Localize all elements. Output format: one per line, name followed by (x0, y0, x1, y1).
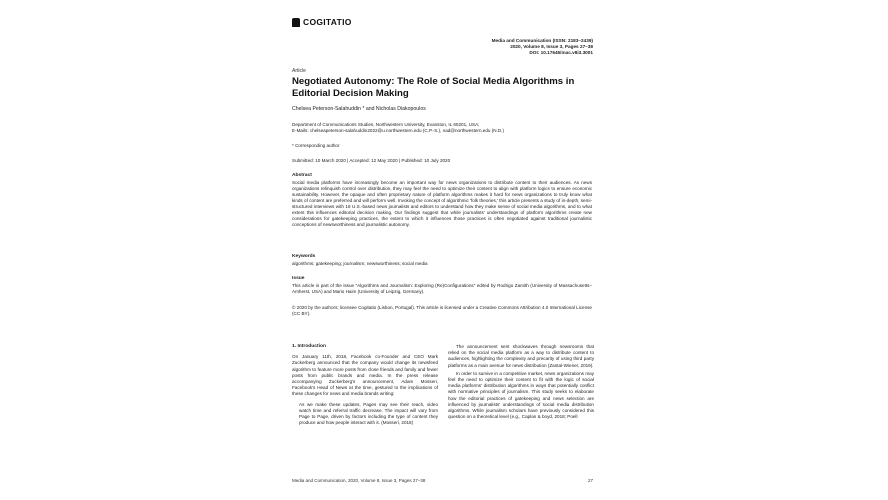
keywords-heading: Keywords (292, 254, 316, 259)
journal-issn: Media and Communication (ISSN: 2183–2439) (491, 38, 593, 43)
page-number: 27 (587, 478, 593, 483)
issue-text: This article is part of the issue "Algorithms and Journalism: Exploring (Re)Configurations" edited by Rodrigo Zamith (University of Massachusetts–Amherst, USA) and Mario Haim (University of Leipzig, Germany). (292, 282, 592, 294)
cogitatio-logo-icon (292, 18, 300, 27)
block-quote: As we make these updates, Pages may see their reach, video watch time and referral traffic decrease. The impact will vary from Page to Page, driven by factors including the type of content they produce and how people interact with it. (Mosseri, 2018) (299, 401, 438, 426)
journal-info (492, 38, 593, 57)
affiliation (292, 122, 592, 134)
issue-section (292, 276, 592, 295)
section-heading: 1. Introduction (292, 344, 326, 349)
left-column (292, 344, 438, 428)
affiliation-address: Department of Communications Studies, Northwestern University, Evanston, IL 60201, USA; (292, 122, 480, 127)
right-column (448, 344, 594, 422)
license-text: © 2020 by the authors; licensee Cogitatio (Lisbon, Portugal). This article is licensed under a Creative Commons Attribution 4.0 International License (CC BY). (292, 305, 592, 317)
issue-heading: Issue (292, 276, 305, 281)
article-page (283, 14, 605, 488)
corresponding-author-note: * Corresponding author (292, 143, 340, 148)
abstract-text: Social media platforms have increasingly become an important way for news organizations to distribute content to their audiences. As news organizations relinquish control over distribution, they may feel the need to optimize their content to align with platform logics to ensure economic sustainability. However, the opaque and often proprietary nature of platform algorithms makes it hard for news organizations to truly know what kinds of content are preferred and will perform well. Invoking the concept of algorithmic 'folk theories,' this article presents a study of in-depth, semi-structured interviews with 18 U.S.-based news journalists and editors to understand how they make sense of social media algorithms, and to what extent this influences editorial decision making. Our findings suggest that while journalists' understandings of platform algorithms create new considerations for gatekeeping practices, the extent to which it influences those practices is often negotiated against traditional journalistic conceptions of newsworthiness and journalistic autonomy. (292, 179, 592, 228)
footer-citation: Media and Communication, 2020, Volume 8, Issue 3, Pages 27–38 (292, 478, 426, 483)
article-title: Negotiated Autonomy: The Role of Social Media Algorithms in Editorial Decision Making (292, 76, 575, 99)
publication-dates: Submitted: 10 March 2020 | Accepted: 12 May 2020 | Published: 10 July 2020 (292, 158, 451, 163)
keywords-section (292, 254, 592, 267)
intro-paragraph-3: In order to survive in a competitive market, news organizations may feel the need to optimize their content to fit with the logic of social media platforms' distribution algorithms in ways that potentially conflict with normative principles of journalism. This study seeks to elaborate how the editorial practices of gatekeeping and news selection are influenced by journalists' understandings of social media distribution algorithms. While journalism scholars have previously considered this question on a theoretical level (e.g., Caplan & boyd, 2018; Poell (448, 370, 594, 420)
journal-doi: DOI: 10.17645/mac.v8i3.3001 (529, 50, 593, 56)
intro-paragraph-2: The announcement sent shockwaves through newsrooms that relied on the social media platform as a way to distribute content to audiences, highlighting the complexity and precarity of using third party platforms as a main avenue for news distribution (Zantal-Wiener, 2019). (448, 344, 594, 368)
keywords-text: algorithms; gatekeeping; journalism; newsworthiness; social media (292, 260, 428, 266)
journal-volume: 2020, Volume 8, Issue 3, Pages 27–38 (510, 44, 593, 50)
intro-paragraph-1: On January 11th, 2018, Facebook co-Founder and CEO Mark Zuckerberg announced that the company would change its newsfeed algorithm to feature more posts from close friends and family and fewer posts from public brands and media. In the press release accompanying Zuckerberg's announcement, Adam Mosseri, Facebook's Head of News at the time, gestured to the implications of these changes for news and media brands writing: (292, 354, 438, 397)
page-footer (292, 478, 593, 483)
abstract-section (292, 173, 592, 228)
publisher-logo (292, 17, 352, 27)
abstract-heading: Abstract (292, 173, 312, 178)
article-type-label: Article (292, 68, 306, 74)
affiliation-emails: E-Mails: chelseapeterson-salahuddin2022@u.northwestern.edu (C.P.-S.), nad@northwestern.edu (N.D.) (292, 128, 504, 134)
publisher-name: COGITATIO (303, 17, 352, 27)
authors: Chelsea Peterson-Salahuddin * and Nicholas Diakopoulos (292, 106, 426, 112)
